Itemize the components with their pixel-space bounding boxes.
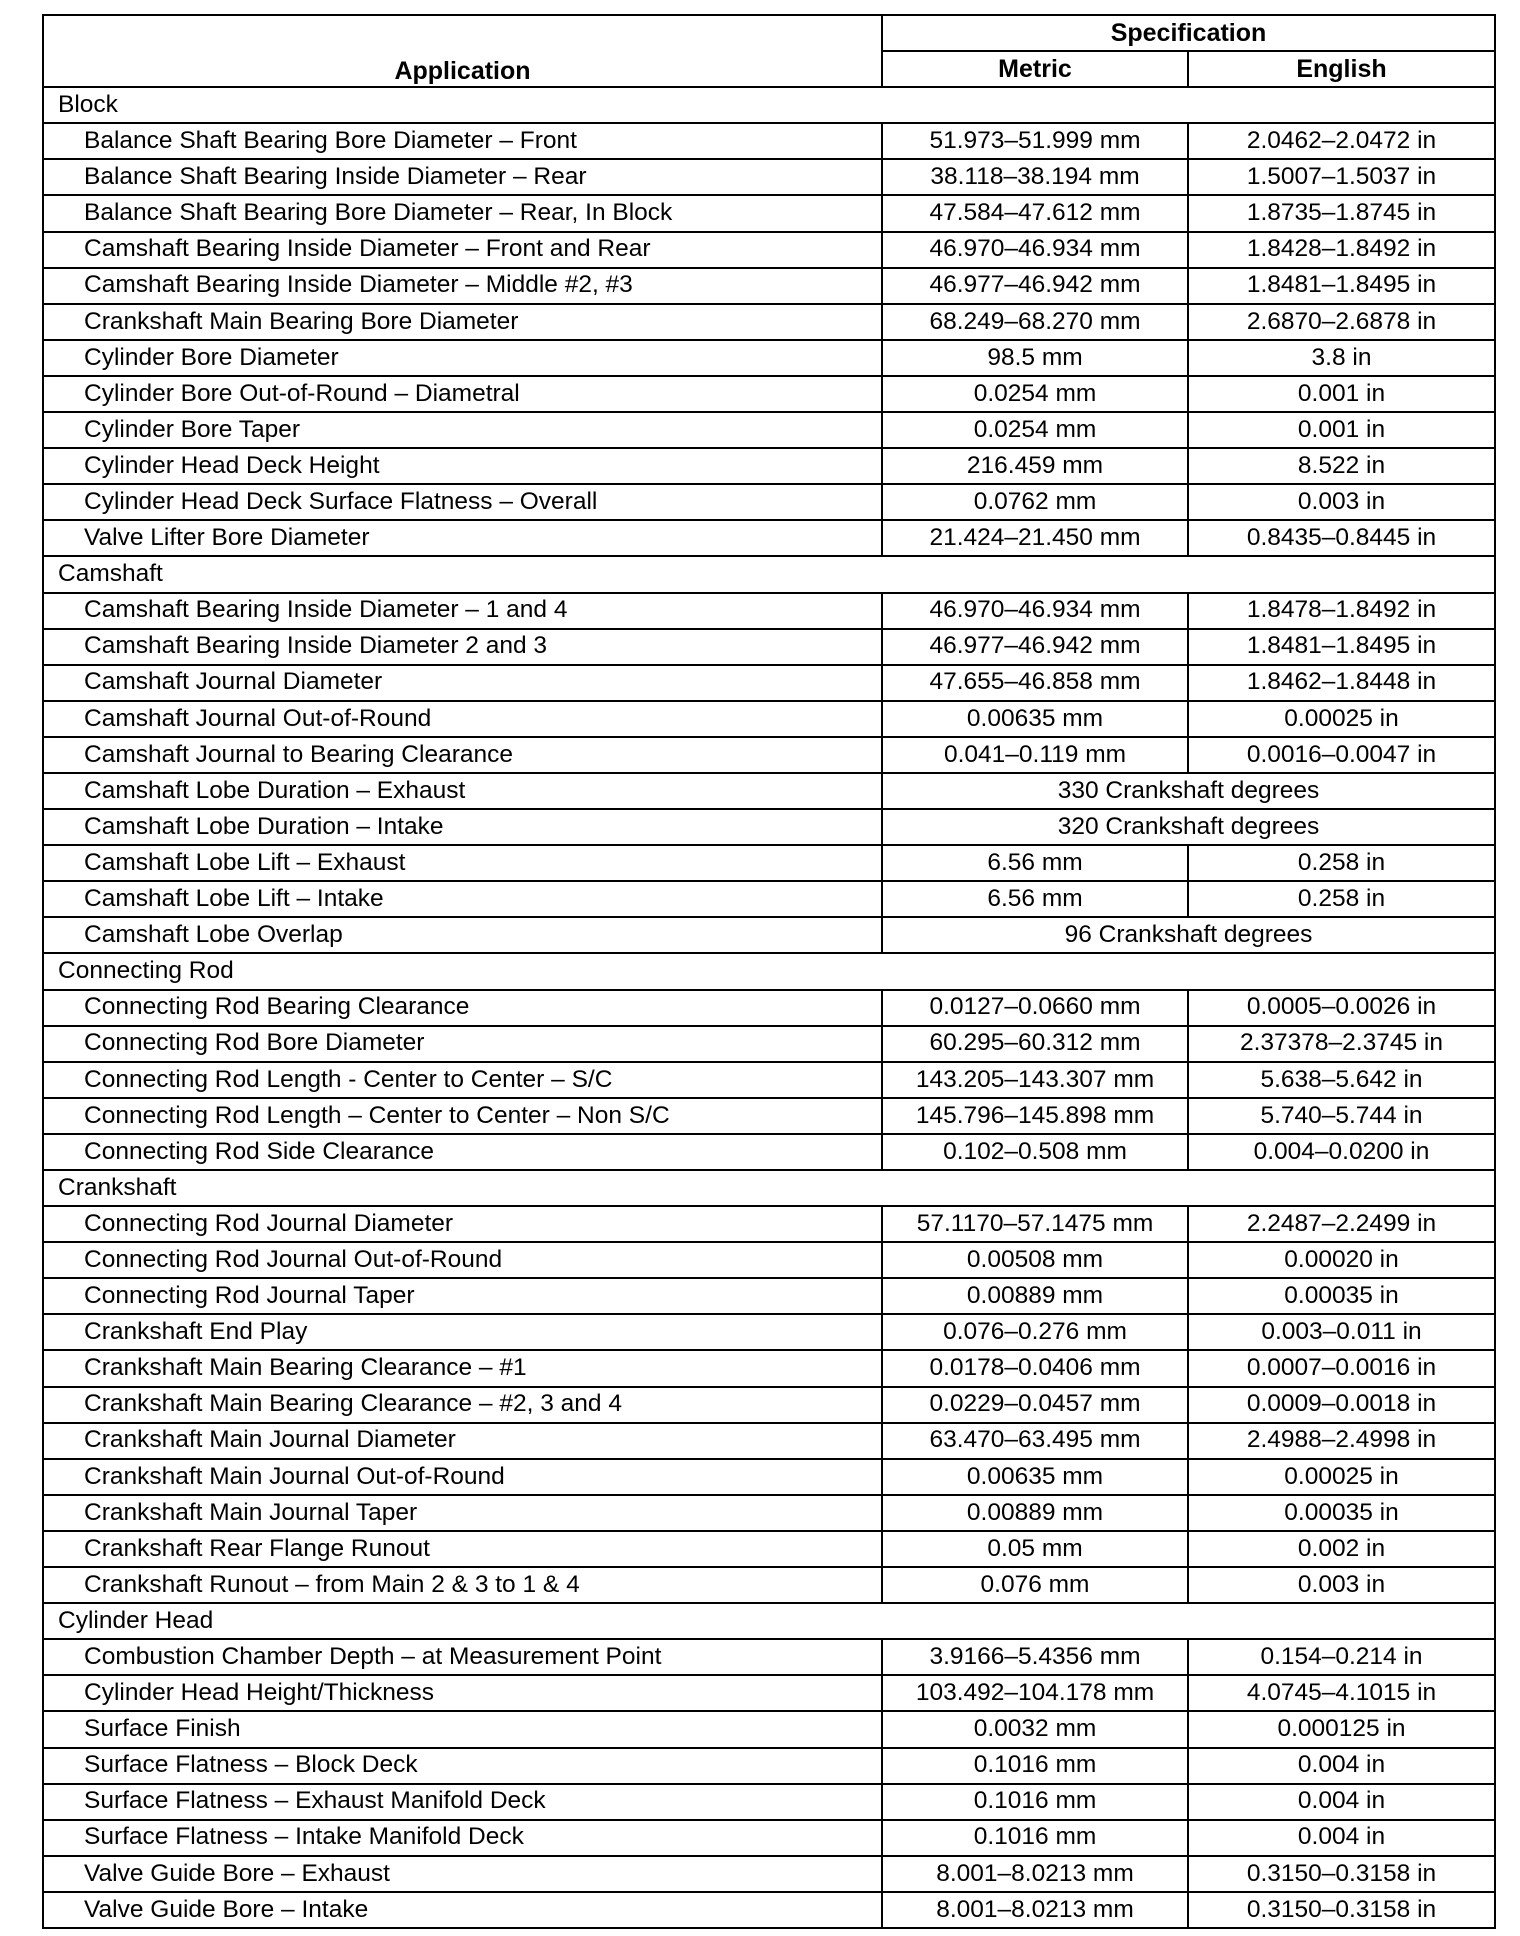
table-row — [43, 665, 1495, 701]
english-cell: 1.8428–1.8492 in — [1188, 232, 1495, 268]
metric-cell: 0.076–0.276 mm — [882, 1314, 1188, 1350]
table-body — [43, 87, 1495, 1928]
metric-cell: 145.796–145.898 mm — [882, 1098, 1188, 1134]
table-row — [43, 593, 1495, 629]
english-cell: 0.00035 in — [1188, 1495, 1495, 1531]
application-cell: Camshaft Lobe Lift – Exhaust — [43, 845, 882, 881]
english-cell: 1.5007–1.5037 in — [1188, 159, 1495, 195]
section-title: Block — [43, 87, 1495, 123]
english-cell: 0.258 in — [1188, 845, 1495, 881]
section-row — [43, 1170, 1495, 1206]
specification-header: Specification — [882, 15, 1495, 51]
english-cell: 0.0007–0.0016 in — [1188, 1350, 1495, 1386]
application-cell: Camshaft Lobe Lift – Intake — [43, 881, 882, 917]
table-row — [43, 1711, 1495, 1747]
metric-cell: 46.970–46.934 mm — [882, 593, 1188, 629]
application-cell: Crankshaft Runout – from Main 2 & 3 to 1 & 4 — [43, 1567, 882, 1603]
table-row — [43, 1278, 1495, 1314]
english-cell: 1.8462–1.8448 in — [1188, 665, 1495, 701]
english-cell: 0.3150–0.3158 in — [1188, 1892, 1495, 1928]
table-row — [43, 1098, 1495, 1134]
application-cell: Cylinder Head Height/Thickness — [43, 1675, 882, 1711]
application-cell: Crankshaft End Play — [43, 1314, 882, 1350]
english-cell: 2.37378–2.3745 in — [1188, 1026, 1495, 1062]
section-row — [43, 1603, 1495, 1639]
table-row — [43, 845, 1495, 881]
english-cell: 0.00020 in — [1188, 1242, 1495, 1278]
application-cell: Valve Guide Bore – Exhaust — [43, 1856, 882, 1892]
metric-cell: 8.001–8.0213 mm — [882, 1856, 1188, 1892]
metric-cell: 57.1170–57.1475 mm — [882, 1206, 1188, 1242]
english-cell: 1.8481–1.8495 in — [1188, 629, 1495, 665]
table-row — [43, 1026, 1495, 1062]
table-row — [43, 1134, 1495, 1170]
english-cell: 0.003–0.011 in — [1188, 1314, 1495, 1350]
english-cell: 2.0462–2.0472 in — [1188, 123, 1495, 159]
application-cell: Balance Shaft Bearing Bore Diameter – Front — [43, 123, 882, 159]
table-row — [43, 232, 1495, 268]
metric-cell: 0.1016 mm — [882, 1820, 1188, 1856]
metric-cell: 0.0254 mm — [882, 412, 1188, 448]
english-cell: 0.002 in — [1188, 1531, 1495, 1567]
metric-cell: 21.424–21.450 mm — [882, 520, 1188, 556]
metric-cell: 98.5 mm — [882, 340, 1188, 376]
english-cell: 0.258 in — [1188, 881, 1495, 917]
application-cell: Surface Flatness – Exhaust Manifold Deck — [43, 1784, 882, 1820]
english-cell: 5.740–5.744 in — [1188, 1098, 1495, 1134]
application-cell: Connecting Rod Journal Taper — [43, 1278, 882, 1314]
english-cell: 0.001 in — [1188, 412, 1495, 448]
metric-cell: 46.977–46.942 mm — [882, 268, 1188, 304]
metric-header: Metric — [882, 51, 1188, 87]
english-cell: 0.004 in — [1188, 1748, 1495, 1784]
application-cell: Cylinder Head Deck Height — [43, 448, 882, 484]
application-cell: Camshaft Bearing Inside Diameter – 1 and 4 — [43, 593, 882, 629]
table-row — [43, 629, 1495, 665]
application-cell: Crankshaft Rear Flange Runout — [43, 1531, 882, 1567]
table-row — [43, 1675, 1495, 1711]
english-cell: 2.2487–2.2499 in — [1188, 1206, 1495, 1242]
table-row — [43, 1350, 1495, 1386]
english-cell: 0.154–0.214 in — [1188, 1639, 1495, 1675]
application-cell: Balance Shaft Bearing Bore Diameter – Rear, In Block — [43, 195, 882, 231]
metric-cell: 143.205–143.307 mm — [882, 1062, 1188, 1098]
english-cell: 0.3150–0.3158 in — [1188, 1856, 1495, 1892]
application-cell: Crankshaft Main Bearing Clearance – #1 — [43, 1350, 882, 1386]
metric-cell: 0.0032 mm — [882, 1711, 1188, 1747]
english-header: English — [1188, 51, 1495, 87]
table-row — [43, 917, 1495, 953]
table-row — [43, 1639, 1495, 1675]
application-cell: Surface Flatness – Intake Manifold Deck — [43, 1820, 882, 1856]
table-row — [43, 1314, 1495, 1350]
metric-cell: 46.970–46.934 mm — [882, 232, 1188, 268]
application-cell: Crankshaft Main Journal Taper — [43, 1495, 882, 1531]
table-row — [43, 1748, 1495, 1784]
application-cell: Combustion Chamber Depth – at Measurement Point — [43, 1639, 882, 1675]
application-header: Application — [43, 15, 882, 87]
metric-cell: 0.00508 mm — [882, 1242, 1188, 1278]
english-cell: 0.00025 in — [1188, 1459, 1495, 1495]
english-cell: 0.0016–0.0047 in — [1188, 737, 1495, 773]
application-cell: Valve Guide Bore – Intake — [43, 1892, 882, 1928]
metric-cell: 6.56 mm — [882, 881, 1188, 917]
application-cell: Valve Lifter Bore Diameter — [43, 520, 882, 556]
table-row — [43, 448, 1495, 484]
metric-cell: 0.1016 mm — [882, 1748, 1188, 1784]
english-cell: 0.8435–0.8445 in — [1188, 520, 1495, 556]
application-cell: Surface Finish — [43, 1711, 882, 1747]
english-cell: 4.0745–4.1015 in — [1188, 1675, 1495, 1711]
metric-cell: 0.0178–0.0406 mm — [882, 1350, 1188, 1386]
english-cell: 0.004–0.0200 in — [1188, 1134, 1495, 1170]
english-cell: 0.000125 in — [1188, 1711, 1495, 1747]
metric-cell: 63.470–63.495 mm — [882, 1423, 1188, 1459]
application-cell: Cylinder Bore Taper — [43, 412, 882, 448]
table-row — [43, 881, 1495, 917]
metric-cell: 8.001–8.0213 mm — [882, 1892, 1188, 1928]
english-cell: 1.8735–1.8745 in — [1188, 195, 1495, 231]
application-cell: Camshaft Journal Diameter — [43, 665, 882, 701]
application-cell: Connecting Rod Journal Out-of-Round — [43, 1242, 882, 1278]
english-cell: 8.522 in — [1188, 448, 1495, 484]
metric-cell: 51.973–51.999 mm — [882, 123, 1188, 159]
english-cell: 0.003 in — [1188, 484, 1495, 520]
table-row — [43, 1567, 1495, 1603]
application-cell: Crankshaft Main Bearing Bore Diameter — [43, 304, 882, 340]
english-cell: 0.004 in — [1188, 1820, 1495, 1856]
combined-spec-cell: 96 Crankshaft degrees — [882, 917, 1495, 953]
english-cell: 5.638–5.642 in — [1188, 1062, 1495, 1098]
table-row — [43, 123, 1495, 159]
metric-cell: 0.00889 mm — [882, 1278, 1188, 1314]
metric-cell: 0.00635 mm — [882, 1459, 1188, 1495]
metric-cell: 0.1016 mm — [882, 1784, 1188, 1820]
metric-cell: 0.0762 mm — [882, 484, 1188, 520]
table-row — [43, 1387, 1495, 1423]
metric-cell: 60.295–60.312 mm — [882, 1026, 1188, 1062]
application-cell: Camshaft Lobe Overlap — [43, 917, 882, 953]
english-cell: 0.0009–0.0018 in — [1188, 1387, 1495, 1423]
metric-cell: 216.459 mm — [882, 448, 1188, 484]
english-cell: 2.6870–2.6878 in — [1188, 304, 1495, 340]
application-cell: Connecting Rod Length - Center to Center – S/C — [43, 1062, 882, 1098]
table-row — [43, 809, 1495, 845]
table-row — [43, 701, 1495, 737]
table-row — [43, 195, 1495, 231]
table-row — [43, 737, 1495, 773]
table-row — [43, 1820, 1495, 1856]
metric-cell: 0.00635 mm — [882, 701, 1188, 737]
section-row — [43, 953, 1495, 989]
application-cell: Balance Shaft Bearing Inside Diameter – Rear — [43, 159, 882, 195]
metric-cell: 47.584–47.612 mm — [882, 195, 1188, 231]
metric-cell: 0.041–0.119 mm — [882, 737, 1188, 773]
english-cell: 0.001 in — [1188, 376, 1495, 412]
english-cell: 0.00025 in — [1188, 701, 1495, 737]
english-cell: 0.004 in — [1188, 1784, 1495, 1820]
application-cell: Connecting Rod Bore Diameter — [43, 1026, 882, 1062]
english-cell: 0.003 in — [1188, 1567, 1495, 1603]
table-row — [43, 990, 1495, 1026]
metric-cell: 0.00889 mm — [882, 1495, 1188, 1531]
application-cell: Connecting Rod Side Clearance — [43, 1134, 882, 1170]
table-row — [43, 1784, 1495, 1820]
combined-spec-cell: 330 Crankshaft degrees — [882, 773, 1495, 809]
metric-cell: 0.05 mm — [882, 1531, 1188, 1567]
english-cell: 0.0005–0.0026 in — [1188, 990, 1495, 1026]
application-cell: Connecting Rod Bearing Clearance — [43, 990, 882, 1026]
table-row — [43, 1459, 1495, 1495]
metric-cell: 38.118–38.194 mm — [882, 159, 1188, 195]
application-cell: Cylinder Bore Out-of-Round – Diametral — [43, 376, 882, 412]
application-cell: Connecting Rod Length – Center to Center – Non S/C — [43, 1098, 882, 1134]
metric-cell: 47.655–46.858 mm — [882, 665, 1188, 701]
application-cell: Cylinder Head Deck Surface Flatness – Overall — [43, 484, 882, 520]
metric-cell: 0.0229–0.0457 mm — [882, 1387, 1188, 1423]
combined-spec-cell: 320 Crankshaft degrees — [882, 809, 1495, 845]
metric-cell: 0.102–0.508 mm — [882, 1134, 1188, 1170]
table-row — [43, 159, 1495, 195]
table-row — [43, 1856, 1495, 1892]
application-cell: Camshaft Lobe Duration – Exhaust — [43, 773, 882, 809]
table-row — [43, 520, 1495, 556]
section-row — [43, 87, 1495, 123]
metric-cell: 68.249–68.270 mm — [882, 304, 1188, 340]
metric-cell: 46.977–46.942 mm — [882, 629, 1188, 665]
table-row — [43, 412, 1495, 448]
english-cell: 1.8478–1.8492 in — [1188, 593, 1495, 629]
section-title: Connecting Rod — [43, 953, 1495, 989]
table-row — [43, 340, 1495, 376]
application-cell: Camshaft Journal to Bearing Clearance — [43, 737, 882, 773]
table-row — [43, 1495, 1495, 1531]
metric-cell: 0.0127–0.0660 mm — [882, 990, 1188, 1026]
section-title: Crankshaft — [43, 1170, 1495, 1206]
section-row — [43, 556, 1495, 592]
english-cell: 2.4988–2.4998 in — [1188, 1423, 1495, 1459]
metric-cell: 0.076 mm — [882, 1567, 1188, 1603]
section-title: Camshaft — [43, 556, 1495, 592]
application-cell: Crankshaft Main Journal Out-of-Round — [43, 1459, 882, 1495]
english-cell: 0.00035 in — [1188, 1278, 1495, 1314]
application-cell: Connecting Rod Journal Diameter — [43, 1206, 882, 1242]
table-row — [43, 376, 1495, 412]
metric-cell: 103.492–104.178 mm — [882, 1675, 1188, 1711]
table-row — [43, 1531, 1495, 1567]
application-cell: Crankshaft Main Bearing Clearance – #2, 3 and 4 — [43, 1387, 882, 1423]
application-cell: Cylinder Bore Diameter — [43, 340, 882, 376]
metric-cell: 0.0254 mm — [882, 376, 1188, 412]
application-cell: Surface Flatness – Block Deck — [43, 1748, 882, 1784]
application-cell: Camshaft Journal Out-of-Round — [43, 701, 882, 737]
application-cell: Crankshaft Main Journal Diameter — [43, 1423, 882, 1459]
table-row — [43, 304, 1495, 340]
table-row — [43, 1892, 1495, 1928]
application-cell: Camshaft Lobe Duration – Intake — [43, 809, 882, 845]
specification-table — [42, 14, 1496, 1929]
header-row-top — [43, 15, 1495, 51]
table-row — [43, 484, 1495, 520]
application-cell: Camshaft Bearing Inside Diameter 2 and 3 — [43, 629, 882, 665]
table-row — [43, 268, 1495, 304]
table-row — [43, 1206, 1495, 1242]
table-row — [43, 1062, 1495, 1098]
application-cell: Camshaft Bearing Inside Diameter – Middle #2, #3 — [43, 268, 882, 304]
english-cell: 1.8481–1.8495 in — [1188, 268, 1495, 304]
metric-cell: 3.9166–5.4356 mm — [882, 1639, 1188, 1675]
english-cell: 3.8 in — [1188, 340, 1495, 376]
metric-cell: 6.56 mm — [882, 845, 1188, 881]
table-row — [43, 1423, 1495, 1459]
section-title: Cylinder Head — [43, 1603, 1495, 1639]
table-row — [43, 773, 1495, 809]
application-cell: Camshaft Bearing Inside Diameter – Front and Rear — [43, 232, 882, 268]
table-row — [43, 1242, 1495, 1278]
